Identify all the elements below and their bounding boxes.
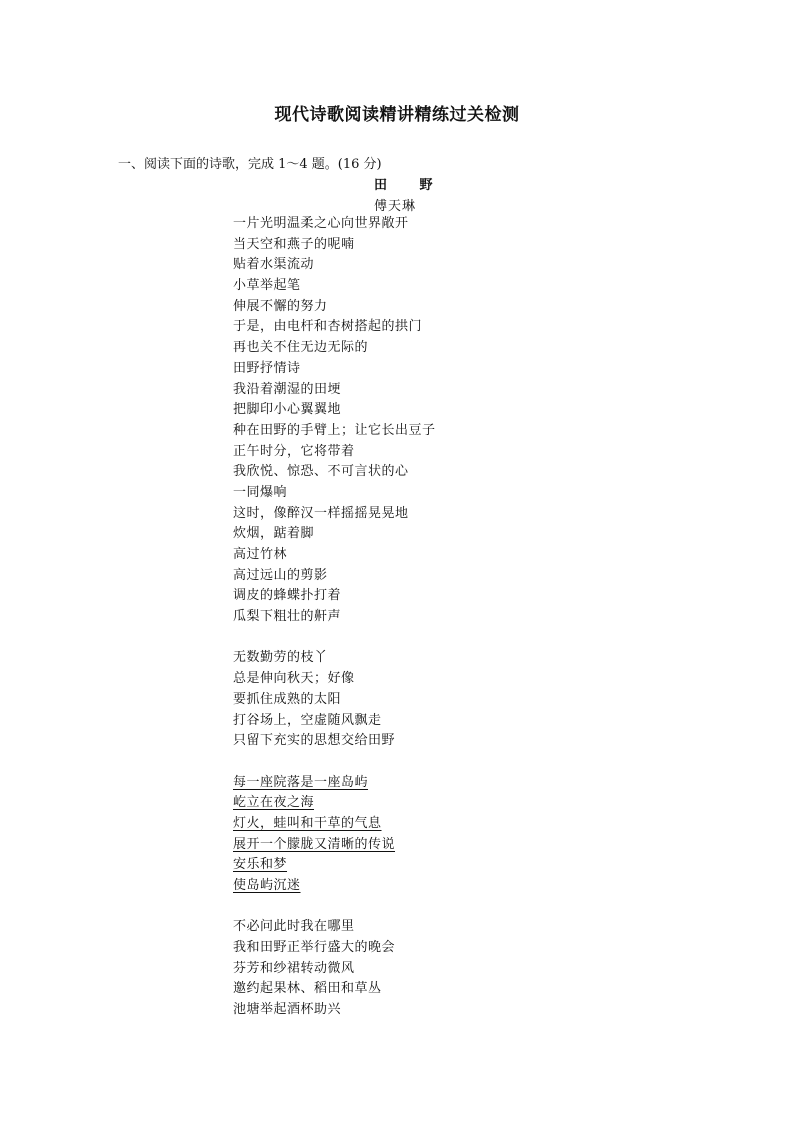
poem-line: 高过竹林 [233, 547, 288, 562]
stanza-gap [233, 897, 436, 918]
poem-line: 无数勤劳的枝丫 [233, 650, 328, 666]
poem-line: 贴着水渠流动 [233, 257, 315, 273]
page-title: 现代诗歌阅读精讲精练过关检测 [274, 105, 520, 125]
underlined-poem-line: 每一座院落是一座岛屿 [233, 774, 369, 790]
poem-line: 于是，由电杆和杏树搭起的拱门 [233, 319, 423, 335]
poem-line: 要抓住成熟的太阳 [233, 691, 342, 707]
poem-line: 正午时分，它将带着 [233, 443, 355, 459]
poem-line: 这时，像醉汉一样摇摇晃晃地 [233, 505, 409, 521]
stanza-gap [233, 752, 436, 773]
poem-line: 打谷场上，空虚随风飘走 [233, 712, 382, 728]
poem-line: 再也关不住无边无际的 [233, 340, 369, 356]
poem-line: 邀约起果林、稻田和草丛 [233, 981, 382, 997]
poem-title: 田 野 [374, 178, 447, 193]
poem-line: 伸展不懈的努力 [233, 298, 328, 314]
poem-line: 当天空和燕子的呢喃 [233, 236, 355, 252]
stanza-4 [233, 917, 436, 1020]
poem-line: 种在田野的手臂上；让它长出豆子 [233, 422, 436, 438]
underlined-poem-line: 展开一个朦胧又清晰的传说 [233, 836, 396, 852]
poem-line: 一同爆响 [233, 484, 288, 500]
stanza-2 [233, 648, 436, 751]
poem-line: 高过远山的剪影 [233, 567, 328, 583]
poem-line: 田野抒情诗 [233, 360, 301, 376]
poem-line: 不必问此时我在哪里 [233, 919, 355, 935]
stanza-gap [233, 628, 436, 649]
poem-line: 小草举起笔 [233, 278, 301, 294]
stanza-1 [233, 214, 436, 628]
poem-line: 调皮的蜂蝶扑打着 [233, 588, 342, 604]
poem-line: 一片光明温柔之心向世界敞开 [233, 216, 409, 231]
poem-line: 只留下充实的思想交给田野 [233, 733, 396, 749]
poem-line: 总是伸向秋天；好像 [233, 671, 355, 687]
poem-line: 我欣悦、惊恐、不可言状的心 [233, 464, 409, 480]
poem-author: 傅天琳 [374, 199, 417, 214]
poem-line: 我沿着潮湿的田埂 [233, 381, 342, 397]
stanza-3-underlined [233, 773, 436, 897]
poem-line: 我和田野正举行盛大的晚会 [233, 940, 396, 956]
underlined-poem-line: 灯火，蛙叫和干草的气息 [233, 815, 382, 831]
underlined-poem-line: 屹立在夜之海 [233, 795, 315, 811]
underlined-poem-line: 安乐和梦 [233, 857, 288, 873]
poem-line: 瓜梨下粗壮的鼾声 [233, 609, 342, 625]
underlined-poem-line: 使岛屿沉迷 [233, 878, 301, 893]
question-instruction: 一、阅读下面的诗歌，完成 1～4 题。(16 分) [118, 157, 382, 172]
poem-body [233, 214, 436, 1021]
poem-line: 池塘举起酒杯助兴 [233, 1002, 342, 1018]
poem-line: 炊烟，踮着脚 [233, 526, 315, 542]
poem-line: 芬芳和纱裙转动微风 [233, 960, 355, 976]
poem-line: 把脚印小心翼翼地 [233, 402, 342, 418]
